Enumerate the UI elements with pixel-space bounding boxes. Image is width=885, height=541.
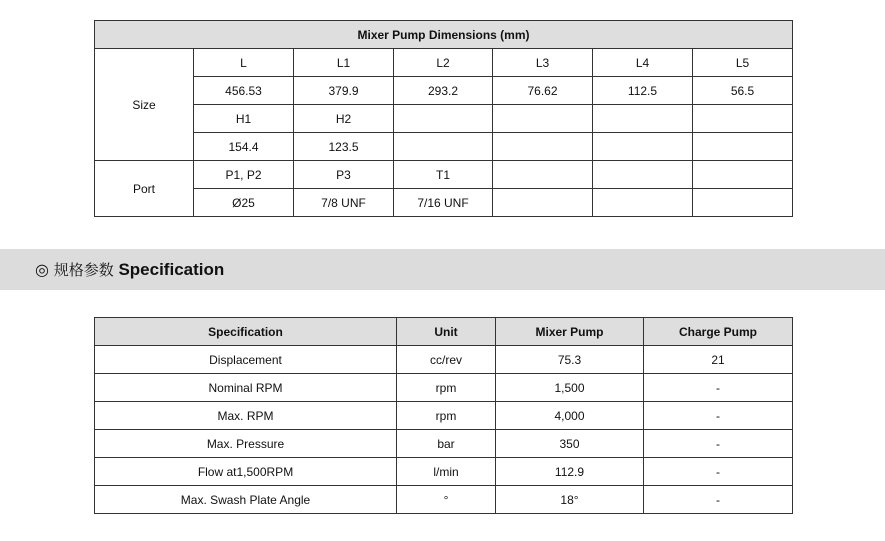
spec-row xyxy=(95,458,793,486)
port-row-values xyxy=(95,189,793,217)
spec-header-specification: Specification xyxy=(95,318,397,346)
spec-cell: Nominal RPM xyxy=(95,374,397,402)
dim-cell: L5 xyxy=(693,49,793,77)
port-cell: T1 xyxy=(394,161,493,189)
dim-cell: 456.53 xyxy=(194,77,294,105)
dim-cell xyxy=(493,133,593,161)
port-row-labels xyxy=(95,161,793,189)
size-row-labels-1 xyxy=(95,49,793,77)
double-circle-icon: ◎ xyxy=(35,260,49,279)
port-cell: P1, P2 xyxy=(194,161,294,189)
dim-cell: H1 xyxy=(194,105,294,133)
spec-row xyxy=(95,402,793,430)
spec-row xyxy=(95,430,793,458)
dim-cell xyxy=(493,105,593,133)
size-row-values-1 xyxy=(95,77,793,105)
dim-cell xyxy=(593,133,693,161)
dim-cell: 112.5 xyxy=(593,77,693,105)
spec-header-unit: Unit xyxy=(397,318,496,346)
dimensions-table xyxy=(94,20,793,217)
dim-cell: L1 xyxy=(294,49,394,77)
port-cell xyxy=(493,189,593,217)
dim-cell xyxy=(394,105,493,133)
dim-cell xyxy=(593,105,693,133)
spec-cell: 18° xyxy=(496,486,644,514)
size-label: Size xyxy=(95,49,194,161)
dim-cell: L2 xyxy=(394,49,493,77)
spec-cell: Displacement xyxy=(95,346,397,374)
spec-row xyxy=(95,374,793,402)
port-cell xyxy=(693,161,793,189)
spec-cell: 21 xyxy=(644,346,793,374)
size-row-labels-2 xyxy=(95,105,793,133)
spec-row xyxy=(95,346,793,374)
spec-cell: 350 xyxy=(496,430,644,458)
spec-cell: - xyxy=(644,458,793,486)
spec-cell: - xyxy=(644,486,793,514)
spec-cell: Flow at1,500RPM xyxy=(95,458,397,486)
section-title xyxy=(35,249,224,290)
dim-cell xyxy=(693,105,793,133)
spec-cell: - xyxy=(644,402,793,430)
dim-cell: 76.62 xyxy=(493,77,593,105)
dim-cell xyxy=(693,133,793,161)
spec-header-charge-pump: Charge Pump xyxy=(644,318,793,346)
dim-cell: 154.4 xyxy=(194,133,294,161)
port-cell xyxy=(493,161,593,189)
spec-header-mixer-pump: Mixer Pump xyxy=(496,318,644,346)
dim-cell: L3 xyxy=(493,49,593,77)
port-cell xyxy=(593,161,693,189)
specification-table xyxy=(94,317,793,514)
spec-row xyxy=(95,486,793,514)
size-row-values-2 xyxy=(95,133,793,161)
port-cell xyxy=(593,189,693,217)
spec-cell: Max. Swash Plate Angle xyxy=(95,486,397,514)
dim-cell: 293.2 xyxy=(394,77,493,105)
port-cell: Ø25 xyxy=(194,189,294,217)
spec-cell: bar xyxy=(397,430,496,458)
dim-cell: H2 xyxy=(294,105,394,133)
spec-cell: - xyxy=(644,430,793,458)
spec-cell: 1,500 xyxy=(496,374,644,402)
port-cell: 7/8 UNF xyxy=(294,189,394,217)
spec-cell: Max. RPM xyxy=(95,402,397,430)
spec-cell: - xyxy=(644,374,793,402)
dim-cell xyxy=(394,133,493,161)
spec-cell: l/min xyxy=(397,458,496,486)
port-cell: P3 xyxy=(294,161,394,189)
spec-cell: rpm xyxy=(397,402,496,430)
port-cell: 7/16 UNF xyxy=(394,189,493,217)
section-title-en: Specification xyxy=(118,260,225,279)
spec-cell: 4,000 xyxy=(496,402,644,430)
spec-cell: cc/rev xyxy=(397,346,496,374)
dimensions-title: Mixer Pump Dimensions (mm) xyxy=(95,21,793,49)
port-cell xyxy=(693,189,793,217)
section-title-zh: 规格参数 xyxy=(53,261,114,279)
port-label: Port xyxy=(95,161,194,217)
specification-section-header xyxy=(0,249,885,290)
dim-cell: 379.9 xyxy=(294,77,394,105)
dim-cell: L4 xyxy=(593,49,693,77)
spec-cell: rpm xyxy=(397,374,496,402)
dim-cell: 56.5 xyxy=(693,77,793,105)
spec-header-row xyxy=(95,318,793,346)
dim-cell: 123.5 xyxy=(294,133,394,161)
dim-cell: L xyxy=(194,49,294,77)
spec-cell: ° xyxy=(397,486,496,514)
spec-cell: Max. Pressure xyxy=(95,430,397,458)
spec-cell: 112.9 xyxy=(496,458,644,486)
dimensions-title-row xyxy=(95,21,793,49)
spec-cell: 75.3 xyxy=(496,346,644,374)
